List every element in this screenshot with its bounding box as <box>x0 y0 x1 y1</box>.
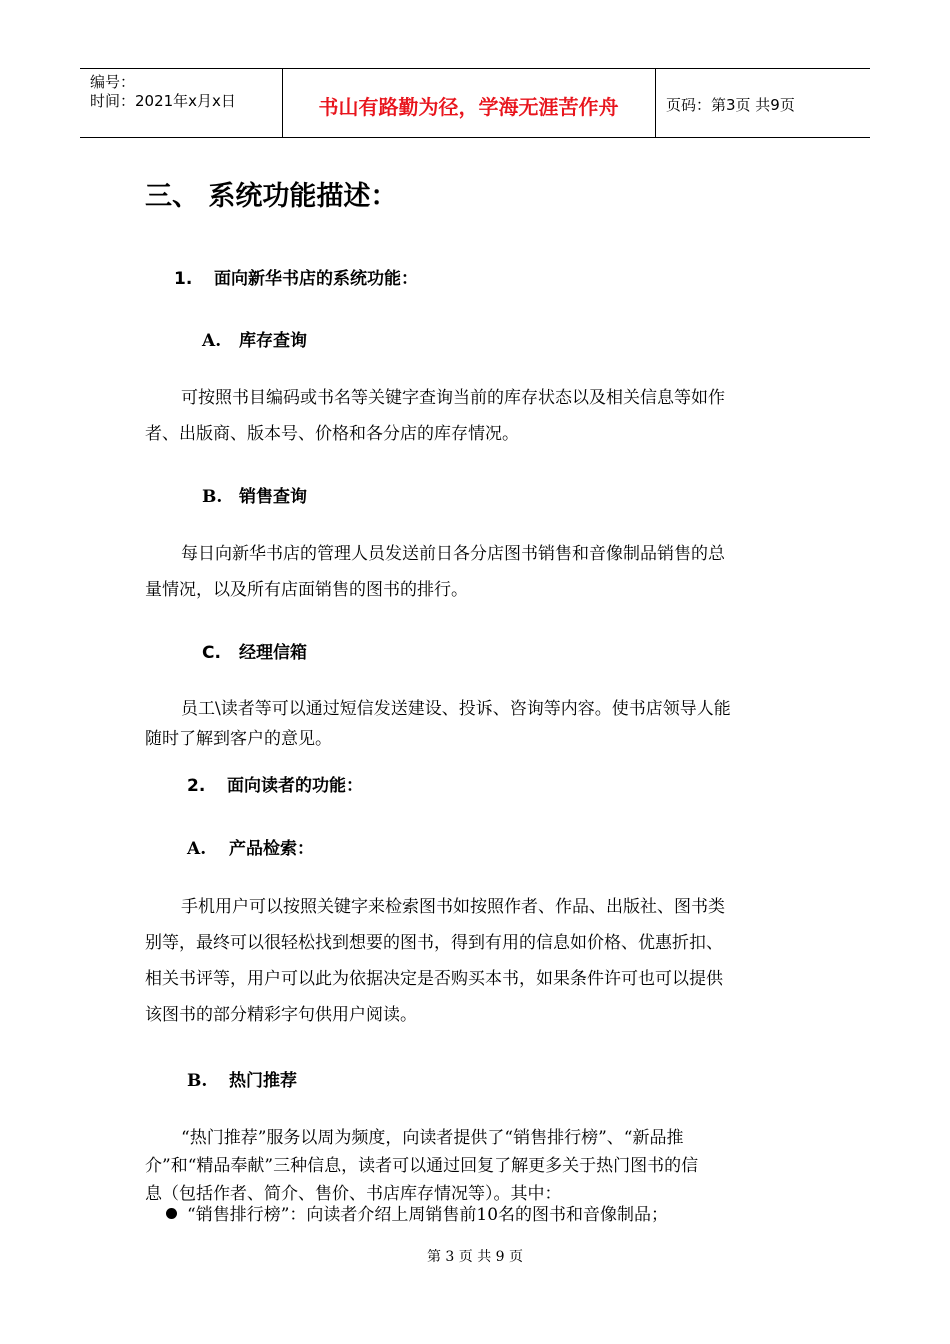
paragraph-line: 息（包括作者、简介、售价、书店库存情况等）。其中： <box>145 1184 562 1204</box>
paragraph-line: 量情况，以及所有店面销售的图书的排行。 <box>145 580 468 600</box>
paragraph-sales-query <box>145 536 810 608</box>
item-b1-letter: B. <box>202 487 223 507</box>
header-motto-cell <box>282 69 656 137</box>
header-time: 时间：2021年x月x日 <box>90 92 236 110</box>
section-title: 三、 系统功能描述： <box>145 181 398 212</box>
subsection-1-heading <box>174 264 418 289</box>
item-b2-title: 热门推荐 <box>229 1071 297 1091</box>
item-c1-title: 经理信箱 <box>239 643 307 663</box>
subsection-2-title: 面向读者的功能： <box>227 776 363 796</box>
bullet-sales-ranking: “销售排行榜”：向读者介绍上周销售前10名的图书和音像制品； <box>187 1205 669 1225</box>
paragraph-line: 介”和“精品奉献”三种信息，读者可以通过回复了解更多关于热门图书的信 <box>145 1156 699 1176</box>
item-c1-heading <box>202 638 307 663</box>
header-page-number: 页码：第3页 共9页 <box>666 96 795 114</box>
paragraph-line: “热门推荐”服务以周为频度，向读者提供了“销售排行榜”、“新品推 <box>181 1128 684 1148</box>
item-a2-title: 产品检索： <box>229 839 314 859</box>
header-info-cell <box>80 69 283 137</box>
subsection-1-number: 1. <box>174 269 193 289</box>
paragraph-manager-mailbox <box>145 694 810 754</box>
paragraph-line: 每日向新华书店的管理人员发送前日各分店图书销售和音像制品销售的总 <box>181 544 725 564</box>
paragraph-hot-recommend <box>145 1124 810 1208</box>
page-header <box>80 68 870 138</box>
item-a2-heading <box>187 834 314 859</box>
subsection-1-title: 面向新华书店的系统功能： <box>214 269 418 289</box>
subsection-2-heading <box>187 771 363 796</box>
item-a1-title: 库存查询 <box>239 331 307 351</box>
subsection-2-number: 2. <box>187 776 206 796</box>
header-number: 编号： <box>90 73 136 91</box>
item-b2-letter: B. <box>187 1071 208 1091</box>
header-page-cell <box>656 69 870 137</box>
paragraph-product-search <box>145 889 810 1033</box>
paragraph-line: 该图书的部分精彩字句供用户阅读。 <box>145 1005 417 1025</box>
paragraph-line: 手机用户可以按照关键字来检索图书如按照作者、作品、出版社、图书类 <box>181 897 725 917</box>
item-a1-heading <box>202 326 307 351</box>
item-b2-heading <box>187 1066 297 1091</box>
paragraph-line: 可按照书目编码或书名等关键字查询当前的库存状态以及相关信息等如作 <box>181 388 725 408</box>
header-motto: 书山有路勤为径，学海无涯苦作舟 <box>318 95 619 119</box>
item-a1-letter: A. <box>202 331 222 351</box>
item-b1-title: 销售查询 <box>239 487 307 507</box>
page-footer: 第 3 页 共 9 页 <box>426 1249 524 1265</box>
paragraph-line: 随时了解到客户的意见。 <box>145 729 332 749</box>
paragraph-line: 员工\读者等可以通过短信发送建设、投诉、咨询等内容。使书店领导人能 <box>181 699 731 719</box>
paragraph-line: 相关书评等，用户可以此为依据决定是否购买本书，如果条件许可也可以提供 <box>145 969 723 989</box>
paragraph-line: 别等，最终可以很轻松找到想要的图书，得到有用的信息如价格、优惠折扣、 <box>145 933 723 953</box>
paragraph-inventory-query <box>145 380 810 452</box>
bullet-dot-icon <box>166 1208 177 1219</box>
item-b1-heading <box>202 482 307 507</box>
paragraph-line: 者、出版商、版本号、价格和各分店的库存情况。 <box>145 424 519 444</box>
item-c1-letter: C. <box>202 643 221 663</box>
item-a2-letter: A. <box>187 839 207 859</box>
